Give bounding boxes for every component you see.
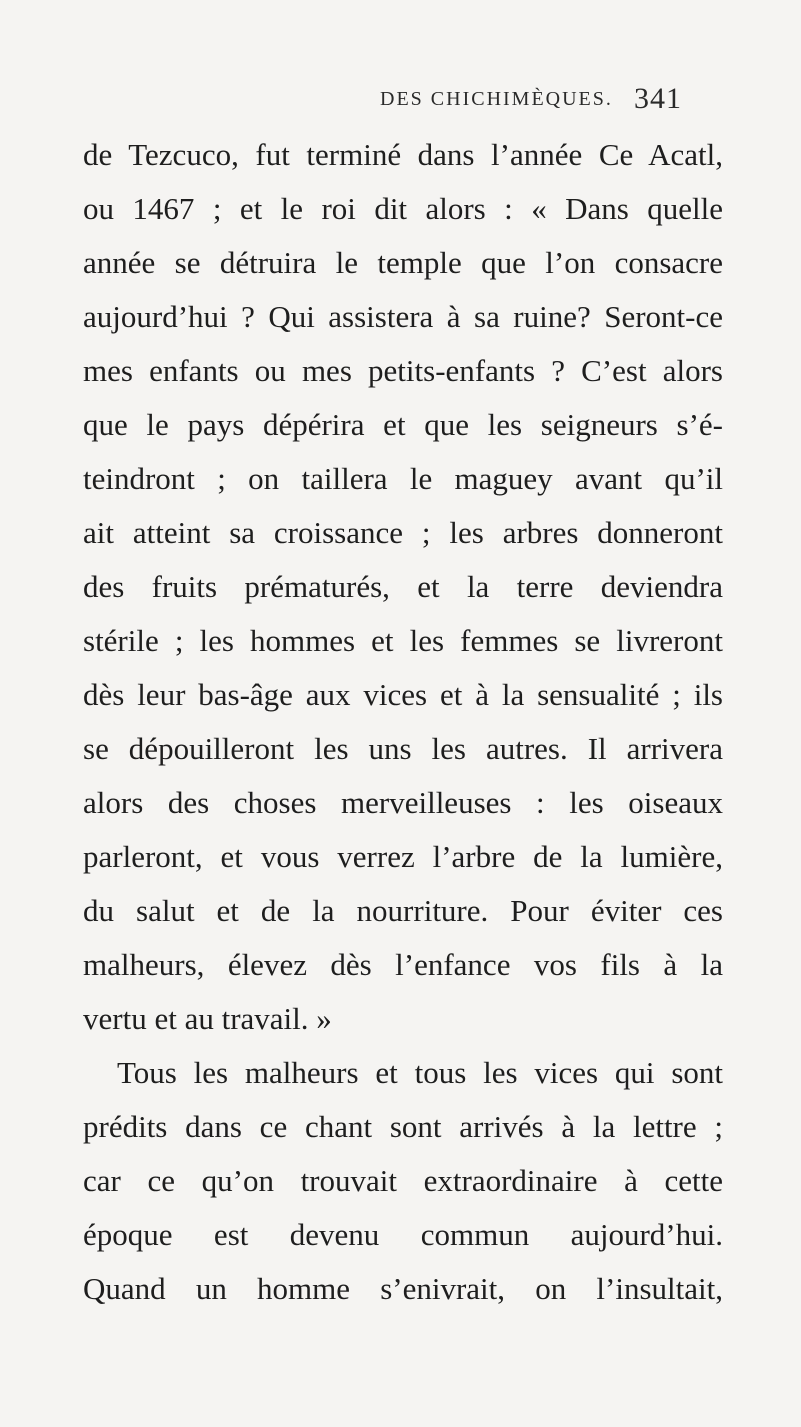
text-line: aujourd’hui ? Qui assistera à sa ruine? Seront-ce bbox=[83, 299, 723, 334]
text-line: se dépouilleront les uns les autres. Il arrivera bbox=[83, 731, 723, 766]
text-line: année se détruira le temple que l’on consacre bbox=[83, 245, 723, 280]
text-line-paragraph-start: Tous les malheurs et tous les vices qui sont bbox=[117, 1055, 723, 1090]
running-header bbox=[0, 82, 801, 128]
text-line: dès leur bas-âge aux vices et à la sensualité ; ils bbox=[83, 677, 723, 712]
text-line: car ce qu’on trouvait extraordinaire à cette bbox=[83, 1163, 723, 1198]
text-line: prédits dans ce chant sont arrivés à la lettre ; bbox=[83, 1109, 723, 1144]
text-line: ait atteint sa croissance ; les arbres donneront bbox=[83, 515, 723, 550]
text-line: des fruits prématurés, et la terre deviendra bbox=[83, 569, 723, 604]
text-line: mes enfants ou mes petits-enfants ? C’est alors bbox=[83, 353, 723, 388]
text-line: alors des choses merveilleuses : les oiseaux bbox=[83, 785, 723, 820]
page-number: 341 bbox=[634, 82, 682, 115]
text-line: malheurs, élevez dès l’enfance vos fils à la bbox=[83, 947, 723, 982]
text-line: ou 1467 ; et le roi dit alors : « Dans quelle bbox=[83, 191, 723, 226]
text-line: époque est devenu commun aujourd’hui. bbox=[83, 1217, 723, 1252]
text-line: du salut et de la nourriture. Pour éviter ces bbox=[83, 893, 723, 928]
text-line-paragraph-end: vertu et au travail. » bbox=[83, 1001, 332, 1036]
text-line: de Tezcuco, fut terminé dans l’année Ce Acatl, bbox=[83, 137, 723, 172]
text-line: parleront, et vous verrez l’arbre de la lumière, bbox=[83, 839, 723, 874]
text-line: Quand un homme s’enivrait, on l’insultait, bbox=[83, 1271, 723, 1306]
text-line: stérile ; les hommes et les femmes se livreront bbox=[83, 623, 723, 658]
header-title: DES CHICHIMÈQUES. bbox=[380, 88, 613, 110]
text-line: teindront ; on taillera le maguey avant qu’il bbox=[83, 461, 723, 496]
text-line: que le pays dépérira et que les seigneurs s’é- bbox=[83, 407, 723, 442]
body-text bbox=[83, 128, 723, 1316]
